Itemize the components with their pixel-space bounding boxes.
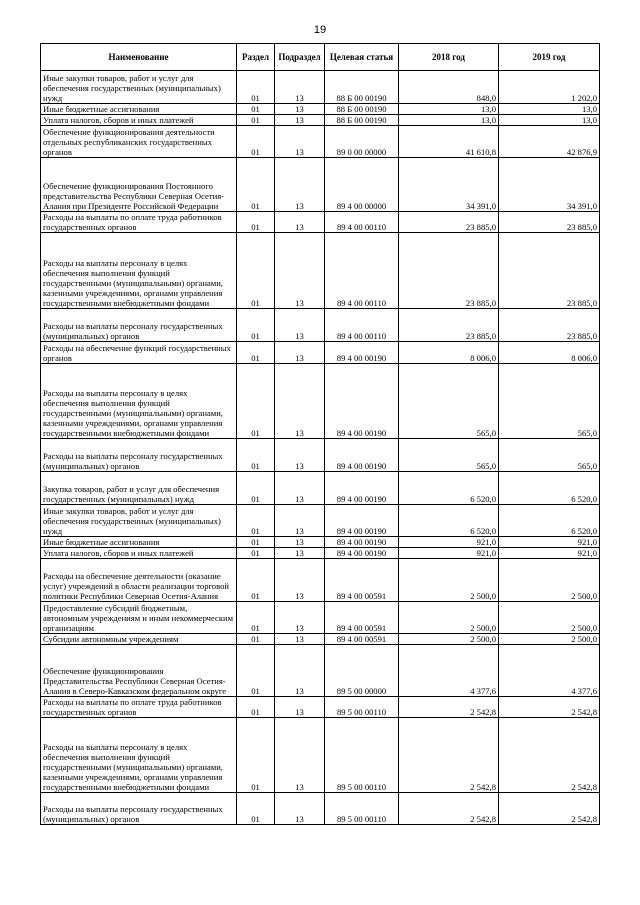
row-name: Уплата налогов, сборов и иных платежей <box>41 548 237 559</box>
table-row <box>41 212 600 233</box>
row-name: Расходы на выплаты персоналу в целях обеспечения выполнения функций государственными (муниципальными) органами, казенными учреждениями, органами управления государственными внебюджетными фондами <box>41 718 237 793</box>
row-article: 89 4 00 00190 <box>325 548 399 559</box>
row-subsection: 13 <box>275 115 325 126</box>
table-body <box>41 71 600 825</box>
row-article: 89 5 00 00110 <box>325 793 399 825</box>
row-value-2019: 565,0 <box>499 364 600 439</box>
page-number: 19 <box>313 24 327 36</box>
row-value-2019: 2 500,0 <box>499 602 600 634</box>
row-subsection: 13 <box>275 505 325 537</box>
row-section: 01 <box>237 158 275 212</box>
row-value-2019: 2 500,0 <box>499 634 600 645</box>
row-article: 89 4 00 00591 <box>325 634 399 645</box>
row-section: 01 <box>237 718 275 793</box>
row-name: Обеспечение функционирования деятельности отдельных республиканских государственных органов <box>41 126 237 158</box>
table-row <box>41 104 600 115</box>
row-subsection: 13 <box>275 233 325 309</box>
row-value-2018: 13,0 <box>399 104 499 115</box>
table-row <box>41 645 600 697</box>
row-value-2019: 1 202,0 <box>499 71 600 104</box>
row-article: 89 4 00 00591 <box>325 602 399 634</box>
row-value-2018: 2 500,0 <box>399 602 499 634</box>
row-article: 89 4 00 00110 <box>325 309 399 342</box>
row-value-2019: 13,0 <box>499 115 600 126</box>
row-value-2018: 23 885,0 <box>399 309 499 342</box>
table-row <box>41 126 600 158</box>
row-subsection: 13 <box>275 548 325 559</box>
row-article: 89 4 00 00110 <box>325 212 399 233</box>
row-section: 01 <box>237 364 275 439</box>
table-header-row <box>41 44 600 71</box>
table-row <box>41 793 600 825</box>
row-subsection: 13 <box>275 645 325 697</box>
row-value-2019: 4 377,6 <box>499 645 600 697</box>
table-row <box>41 439 600 472</box>
row-name: Расходы на выплаты по оплате труда работников государственных органов <box>41 212 237 233</box>
row-name: Предоставление субсидий бюджетным, автономным учреждениям и иным некоммерческим организациям <box>41 602 237 634</box>
row-value-2018: 23 885,0 <box>399 233 499 309</box>
table-row <box>41 537 600 548</box>
row-section: 01 <box>237 634 275 645</box>
row-section: 01 <box>237 115 275 126</box>
row-value-2018: 848,0 <box>399 71 499 104</box>
row-name: Субсидии автономным учреждениям <box>41 634 237 645</box>
table-row <box>41 233 600 309</box>
row-section: 01 <box>237 505 275 537</box>
row-subsection: 13 <box>275 602 325 634</box>
header-article: Целевая статья <box>325 44 399 71</box>
row-value-2018: 2 542,8 <box>399 697 499 718</box>
row-name: Расходы на обеспечение функций государственных органов <box>41 342 237 364</box>
row-name: Закупка товаров, работ и услуг для обеспечения государственных (муниципальных) нужд <box>41 472 237 505</box>
row-name: Расходы на выплаты персоналу государственных (муниципальных) органов <box>41 793 237 825</box>
row-section: 01 <box>237 559 275 602</box>
row-value-2018: 6 520,0 <box>399 505 499 537</box>
row-value-2019: 23 885,0 <box>499 309 600 342</box>
row-article: 88 Б 00 00190 <box>325 115 399 126</box>
row-section: 01 <box>237 645 275 697</box>
header-subsection: Подраздел <box>275 44 325 71</box>
row-article: 89 4 00 00190 <box>325 439 399 472</box>
row-article: 89 0 00 00000 <box>325 126 399 158</box>
row-subsection: 13 <box>275 126 325 158</box>
row-name: Расходы на выплаты персоналу в целях обеспечения выполнения функций государственными (муниципальными) органами, казенными учреждениями, органами управления государственными внебюджетными фондами <box>41 364 237 439</box>
table-row <box>41 71 600 104</box>
table-row <box>41 158 600 212</box>
row-value-2019: 42 876,9 <box>499 126 600 158</box>
row-value-2018: 2 500,0 <box>399 559 499 602</box>
row-value-2018: 2 542,8 <box>399 793 499 825</box>
row-value-2019: 2 542,8 <box>499 718 600 793</box>
row-value-2019: 6 520,0 <box>499 472 600 505</box>
row-section: 01 <box>237 537 275 548</box>
row-name: Расходы на выплаты персоналу государственных (муниципальных) органов <box>41 439 237 472</box>
row-subsection: 13 <box>275 439 325 472</box>
header-section: Раздел <box>237 44 275 71</box>
row-value-2018: 34 391,0 <box>399 158 499 212</box>
row-value-2019: 23 885,0 <box>499 233 600 309</box>
row-article: 89 5 00 00000 <box>325 645 399 697</box>
row-value-2018: 8 006,0 <box>399 342 499 364</box>
table-row <box>41 548 600 559</box>
row-subsection: 13 <box>275 697 325 718</box>
row-value-2018: 565,0 <box>399 364 499 439</box>
row-name: Обеспечение функционирования Постоянного представительства Республики Северная Осетия-Алания при Президенте Российской Федерации <box>41 158 237 212</box>
row-subsection: 13 <box>275 342 325 364</box>
row-value-2018: 41 610,8 <box>399 126 499 158</box>
row-value-2019: 23 885,0 <box>499 212 600 233</box>
row-section: 01 <box>237 548 275 559</box>
row-value-2018: 921,0 <box>399 548 499 559</box>
row-article: 89 4 00 00190 <box>325 342 399 364</box>
row-subsection: 13 <box>275 364 325 439</box>
row-name: Иные бюджетные ассигнования <box>41 537 237 548</box>
table-row <box>41 364 600 439</box>
row-article: 89 4 00 00110 <box>325 233 399 309</box>
row-section: 01 <box>237 602 275 634</box>
header-2018: 2018 год <box>399 44 499 71</box>
row-section: 01 <box>237 342 275 364</box>
row-value-2018: 921,0 <box>399 537 499 548</box>
budget-table <box>40 43 600 825</box>
row-subsection: 13 <box>275 309 325 342</box>
row-section: 01 <box>237 309 275 342</box>
row-name: Расходы на обеспечение деятельности (оказание услуг) учреждений в области реализации торговой политики Республики Северная Осетия-Алания <box>41 559 237 602</box>
table-row <box>41 718 600 793</box>
row-subsection: 13 <box>275 537 325 548</box>
row-article: 88 Б 00 00190 <box>325 104 399 115</box>
row-name: Иные закупки товаров, работ и услуг для обеспечения государственных (муниципальных) нужд <box>41 505 237 537</box>
row-value-2019: 6 520,0 <box>499 505 600 537</box>
header-2019: 2019 год <box>499 44 600 71</box>
row-section: 01 <box>237 212 275 233</box>
row-section: 01 <box>237 439 275 472</box>
row-name: Расходы на выплаты персоналу в целях обеспечения выполнения функций государственными (муниципальными) органами, казенными учреждениями, органами управления государственными внебюджетными фондами <box>41 233 237 309</box>
row-article: 89 4 00 00190 <box>325 472 399 505</box>
row-section: 01 <box>237 793 275 825</box>
row-subsection: 13 <box>275 158 325 212</box>
row-value-2019: 2 542,8 <box>499 697 600 718</box>
row-value-2019: 921,0 <box>499 537 600 548</box>
row-name: Иные закупки товаров, работ и услуг для обеспечения государственных (муниципальных) нужд <box>41 71 237 104</box>
row-section: 01 <box>237 233 275 309</box>
row-section: 01 <box>237 71 275 104</box>
row-value-2019: 13,0 <box>499 104 600 115</box>
table-row <box>41 697 600 718</box>
table-row <box>41 115 600 126</box>
row-article: 89 4 00 00591 <box>325 559 399 602</box>
row-article: 89 5 00 00110 <box>325 718 399 793</box>
row-section: 01 <box>237 126 275 158</box>
row-subsection: 13 <box>275 71 325 104</box>
row-value-2018: 13,0 <box>399 115 499 126</box>
table-row <box>41 505 600 537</box>
row-value-2019: 565,0 <box>499 439 600 472</box>
row-subsection: 13 <box>275 212 325 233</box>
row-name: Иные бюджетные ассигнования <box>41 104 237 115</box>
row-value-2018: 6 520,0 <box>399 472 499 505</box>
row-subsection: 13 <box>275 559 325 602</box>
row-article: 89 5 00 00110 <box>325 697 399 718</box>
table-row <box>41 602 600 634</box>
row-section: 01 <box>237 472 275 505</box>
row-article: 89 4 00 00000 <box>325 158 399 212</box>
row-value-2018: 565,0 <box>399 439 499 472</box>
table-row <box>41 342 600 364</box>
row-subsection: 13 <box>275 634 325 645</box>
row-subsection: 13 <box>275 718 325 793</box>
row-section: 01 <box>237 697 275 718</box>
row-subsection: 13 <box>275 793 325 825</box>
row-name: Расходы на выплаты по оплате труда работников государственных органов <box>41 697 237 718</box>
row-name: Расходы на выплаты персоналу государственных (муниципальных) органов <box>41 309 237 342</box>
table-row <box>41 559 600 602</box>
row-value-2019: 34 391,0 <box>499 158 600 212</box>
row-value-2019: 2 500,0 <box>499 559 600 602</box>
row-value-2019: 921,0 <box>499 548 600 559</box>
row-value-2018: 4 377,6 <box>399 645 499 697</box>
row-value-2018: 2 542,8 <box>399 718 499 793</box>
row-value-2018: 23 885,0 <box>399 212 499 233</box>
row-value-2019: 2 542,8 <box>499 793 600 825</box>
table-row <box>41 309 600 342</box>
row-section: 01 <box>237 104 275 115</box>
row-article: 89 4 00 00190 <box>325 537 399 548</box>
row-subsection: 13 <box>275 104 325 115</box>
row-name: Уплата налогов, сборов и иных платежей <box>41 115 237 126</box>
row-article: 89 4 00 00190 <box>325 364 399 439</box>
row-name: Обеспечение функционирования Представительства Республики Северная Осетия-Алания в Северо-Кавказском федеральном округе <box>41 645 237 697</box>
row-article: 88 Б 00 00190 <box>325 71 399 104</box>
table-row <box>41 634 600 645</box>
header-name: Наименование <box>41 44 237 71</box>
row-value-2019: 8 006,0 <box>499 342 600 364</box>
row-subsection: 13 <box>275 472 325 505</box>
row-article: 89 4 00 00190 <box>325 505 399 537</box>
table-row <box>41 472 600 505</box>
row-value-2018: 2 500,0 <box>399 634 499 645</box>
